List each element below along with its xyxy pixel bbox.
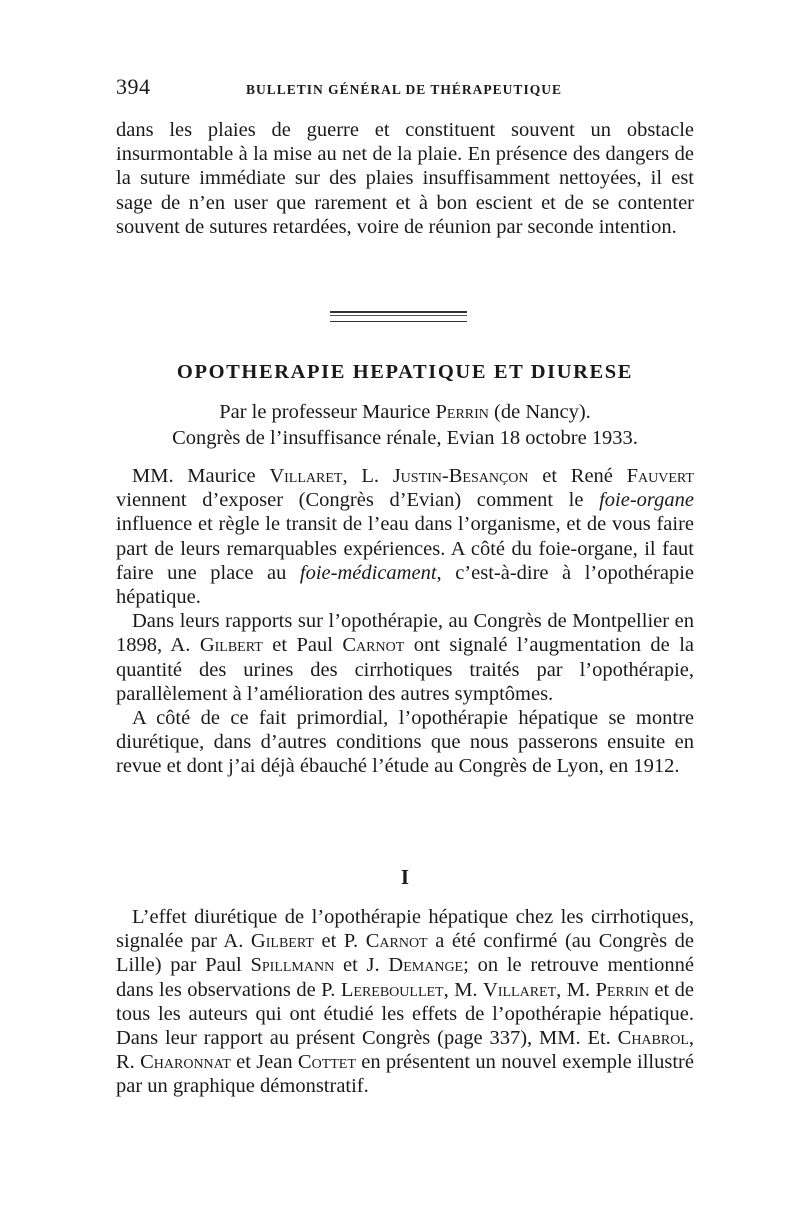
congress-line: Congrès de l’insuffisance rénale, Evian 18 octobre 1933.	[172, 427, 638, 449]
author-name: Gilbert	[199, 634, 263, 657]
page-number: 394	[116, 74, 151, 99]
author-name: Gilbert	[250, 930, 314, 953]
journal-title: BULLETIN GÉNÉRAL DE THÉRAPEUTIQUE	[246, 82, 562, 97]
intro-paragraph: dans les plaies de guerre et constituent souvent un obstacle insurmontable à la mise au net de la plaie. En présence des dangers de la suture immédiate sur des plaies insuffisamment nettoyées, il est sage de n’en user que rarement et à bon escient et de se contenter souvent de sutures retardées, voire de réunion par seconde intention.	[116, 119, 694, 238]
article-body	[116, 464, 694, 779]
paragraph-2: Dans leurs rapports sur l’opothérapie, au Congrès de Montpellier en 1898, A. Gilbert et Paul Carnot ont signalé l’augmentation de la quantité des urines des cirrhotiques traités par l’opothérapie, parallèlement à l’amélioration des autres symptômes.	[116, 610, 694, 705]
author-name: Perrin	[595, 978, 649, 1001]
section-separator	[330, 311, 467, 322]
author-name: Carnot	[365, 930, 428, 953]
article-title: OPOTHERAPIE HEPATIQUE ET DIURESE	[176, 361, 634, 383]
author-name: Chabrol	[617, 1027, 689, 1050]
author-name: Spillmann	[250, 954, 335, 977]
author-name: Carnot	[342, 634, 405, 657]
author-name: Cottet	[297, 1051, 356, 1074]
author-name: Lereboullet	[340, 978, 444, 1001]
author-name: Demange	[388, 954, 464, 977]
section-body	[116, 905, 694, 1099]
byline-suffix: (de Nancy).	[494, 401, 591, 423]
byline-author: Perrin	[435, 401, 489, 423]
paragraph-3: A côté de ce fait primordial, l’opothérapie hépatique se montre diurétique, dans d’autres conditions que nous passerons ensuite en revue et dont j’ai déjà ébauché l’étude au Congrès de Lyon, en 1912.	[116, 707, 694, 778]
author-name: Villaret	[269, 465, 343, 487]
paragraph-4: L’effet diurétique de l’opothérapie hépatique chez les cirrhotiques, signalée par A. Gilbert et P. Carnot a été confirmé (au Congrès de Lille) par Paul Spillmann et J. Demange; on le retrouve mentionné dans les observations de P. Lereboullet, M. Villaret, M. Perrin et de tous les auteurs qui ont étudié les effets de l’opothérapie hépatique. Dans leur rapport au présent Congrès (page 337), MM. Et. Chabrol, R. Charonnat et Jean Cottet en présentent un nouvel exemple illustré par un graphique démonstratif.	[116, 906, 695, 1098]
paragraph-1: MM. Maurice Villaret, L. Justin-Besançon et René Fauvert viennent d’exposer (Congrès d’Evian) comment le foie-organe influence et règle le transit de l’eau dans l’organisme, et de vous faire part de leurs remarquables expériences. A côté du foie-organe, il faut faire une place au foie-médicament, c’est-à-dire à l’opothérapie hépatique.	[116, 465, 694, 609]
byline	[116, 401, 694, 424]
emphasis: foie-médicament	[299, 561, 437, 584]
author-name: Fauvert	[626, 465, 694, 487]
byline-prefix: Par le professeur Maurice	[219, 401, 431, 423]
author-name: Justin-Besançon	[392, 465, 529, 487]
intro-paragraph-block	[116, 118, 694, 239]
section-number: I	[400, 865, 410, 889]
running-head	[116, 74, 691, 100]
author-name: Charonnat	[140, 1051, 231, 1074]
author-name: Villaret	[483, 978, 557, 1001]
emphasis: foie-organe	[599, 489, 694, 512]
